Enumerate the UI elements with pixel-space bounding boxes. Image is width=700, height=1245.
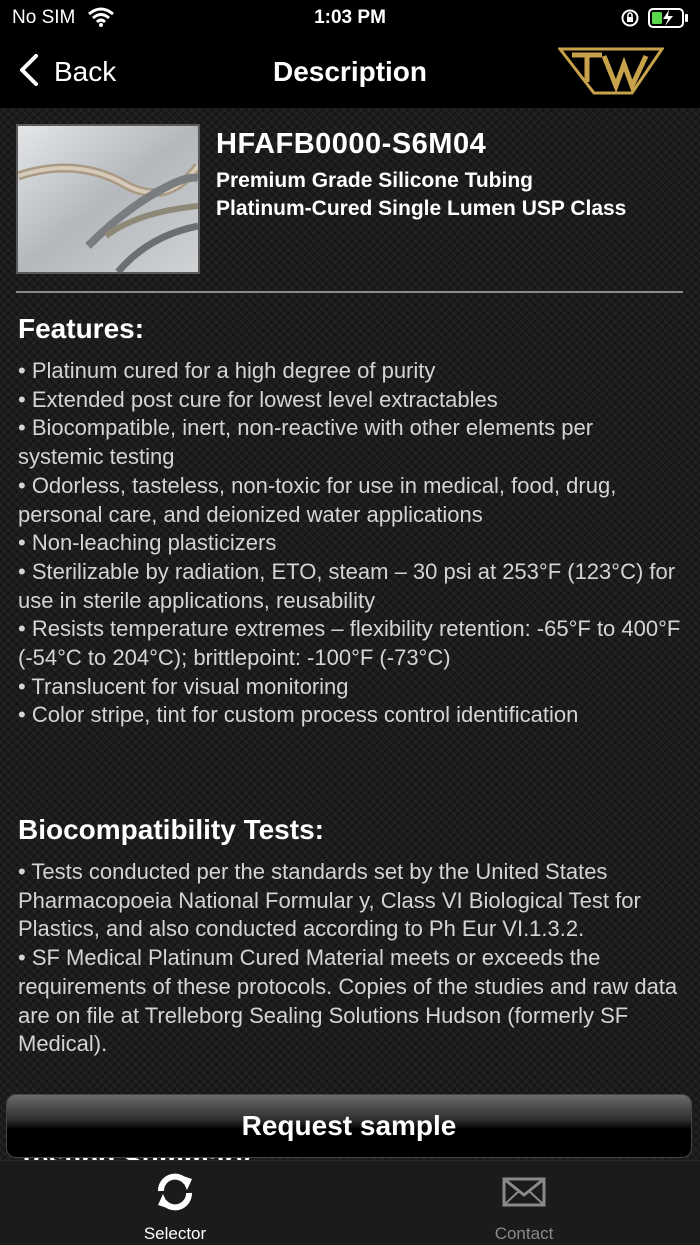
list-item: • Extended post cure for lowest level extractables	[18, 386, 498, 412]
product-title-block	[216, 128, 686, 223]
clock: 1:03 PM	[314, 7, 386, 28]
tab-contact[interactable]	[424, 1169, 624, 1244]
product-subtitle-line1: Premium Grade Silicone Tubing	[216, 169, 533, 192]
divider	[16, 291, 683, 293]
product-image	[16, 124, 200, 274]
trelleborg-logo-icon	[558, 46, 664, 101]
biocompatibility-section	[18, 814, 684, 1059]
orientation-lock-icon	[620, 8, 640, 33]
tab-selector-label: Selector	[143, 1224, 207, 1243]
envelope-icon	[501, 1202, 547, 1219]
list-item: • Sterilizable by radiation, ETO, steam – 30 psi at 253°F (123°C) for use in sterile applications, reusability	[18, 558, 676, 613]
part-number: HFAFB0000-S6M04	[216, 128, 487, 160]
list-item: • SF Medical Platinum Cured Material meets or exceeds the requirements of these protocols. Copies of the studies and raw data are on file at Trelleborg Sealing Solutions Hudson (formerly SF Medical).	[18, 945, 678, 1057]
list-item: • Biocompatible, inert, non-reactive with other elements per systemic testing	[18, 415, 594, 470]
description-content[interactable]	[0, 108, 700, 1160]
status-bar	[0, 0, 700, 36]
tab-contact-label: Contact	[494, 1224, 554, 1243]
navigation-bar	[0, 36, 700, 108]
page-title: Description	[272, 56, 428, 87]
tab-bar	[0, 1160, 700, 1245]
list-item: • Platinum cured for a high degree of purity	[18, 358, 436, 383]
list-item: • Tests conducted per the standards set by the United States Pharmacopoeia National Formular y, Class VI Biological Test for Plastics, and also conducted according to Ph Eur VI.1.3.2.	[18, 859, 641, 942]
product-subtitle-line2: Platinum-Cured Single Lumen USP Class	[216, 197, 627, 220]
list-item: • Non-leaching plasticizers	[18, 530, 277, 556]
battery-charging-icon	[648, 8, 690, 33]
features-heading: Features:	[18, 313, 145, 344]
product-header	[16, 124, 684, 276]
carrier-label: No SIM	[12, 7, 76, 28]
features-section	[18, 313, 684, 730]
list-item: • Color stripe, tint for custom process control identification	[18, 702, 579, 728]
biocompatibility-heading: Biocompatibility Tests:	[18, 814, 324, 845]
tab-selector[interactable]	[75, 1169, 275, 1244]
list-item: • Resists temperature extremes – flexibility retention: -65°F to 400°F (-54°C to 204°C); brittlepoint: -100°F (-73°C)	[18, 616, 681, 671]
back-label: Back	[54, 56, 117, 87]
request-sample-button[interactable]: Request sample	[6, 1094, 692, 1158]
list-item: • Translucent for visual monitoring	[18, 673, 349, 699]
list-item: • Odorless, tasteless, non-toxic for use in medical, food, drug, personal care, and deionized water applications	[18, 472, 617, 527]
refresh-icon	[152, 1202, 198, 1219]
